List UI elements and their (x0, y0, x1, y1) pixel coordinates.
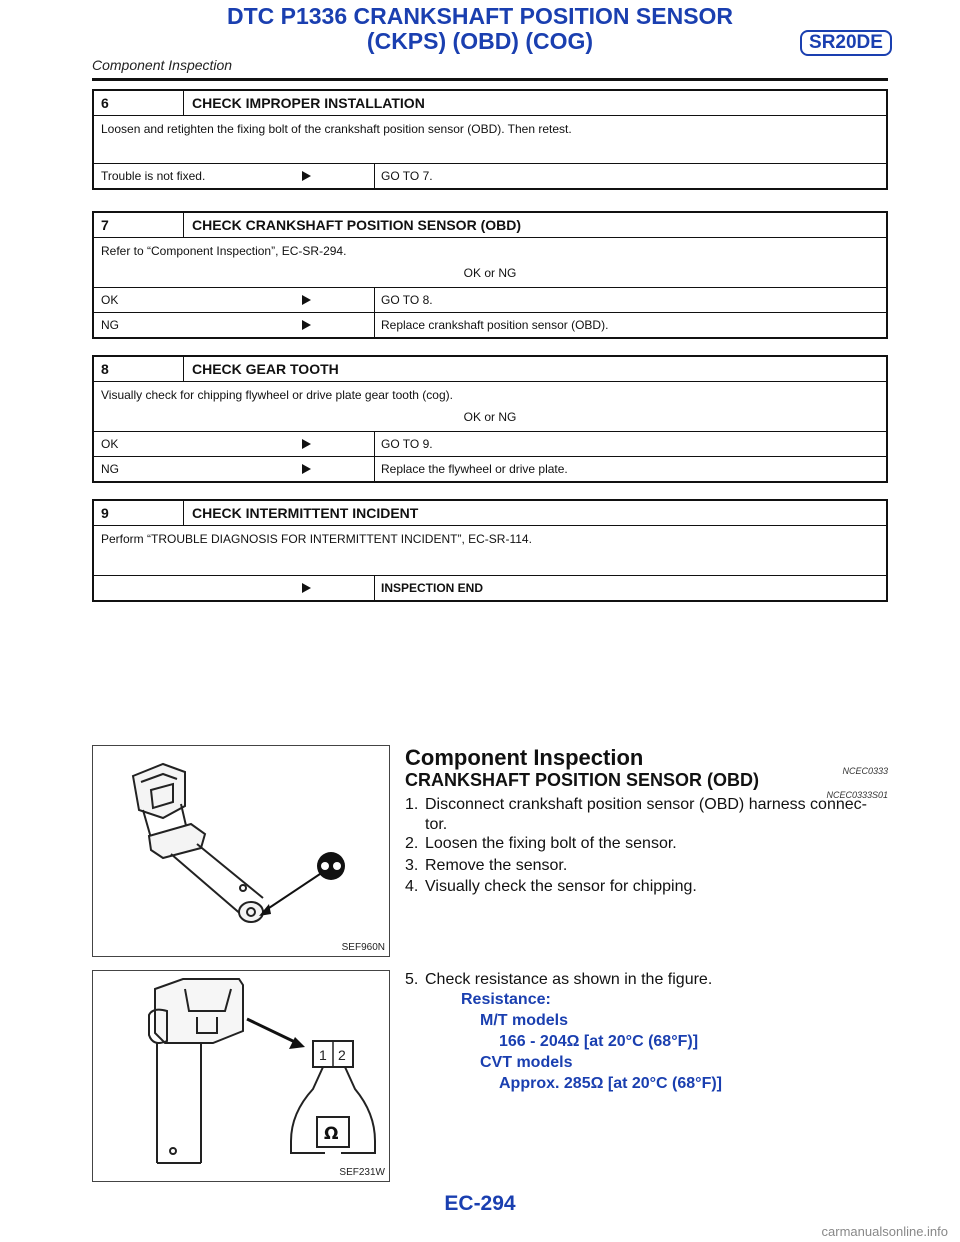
procedure-number: 5. (405, 971, 419, 988)
result-row (94, 576, 886, 600)
procedure-step-3 (405, 856, 895, 876)
step-description-text: Visually check for chipping flywheel or drive plate gear tooth (cog). (101, 388, 453, 402)
result-action: Replace crankshaft position sensor (OBD). (374, 313, 608, 337)
step-description-text: Perform “TROUBLE DIAGNOSIS FOR INTERMITTENT INCIDENT”, EC-SR-114. (101, 532, 532, 546)
step-description (94, 116, 886, 164)
result-action: GO TO 7. (374, 164, 433, 188)
arrow-right-icon (302, 320, 311, 330)
section-code: NCEC0333 (842, 766, 888, 776)
procedure-text: Loosen the fixing bolt of the sensor. (425, 835, 677, 852)
ohmmeter-illustration (93, 971, 389, 1181)
step-title: CHECK IMPROPER INSTALLATION (192, 95, 425, 111)
page-title-line1: DTC P1336 CRANKSHAFT POSITION SENSOR (226, 3, 734, 29)
terminal-2-label: 2 (338, 1047, 346, 1063)
step-9-box (92, 499, 888, 602)
procedure-text: Visually check the sensor for chipping. (425, 878, 697, 895)
subsection-code: NCEC0333S01 (826, 790, 888, 800)
result-row (94, 456, 886, 481)
procedure-number: 4. (405, 878, 419, 895)
arrow-right-icon (302, 171, 311, 181)
step-7-box (92, 211, 888, 339)
terminal-1-label: 1 (319, 1047, 327, 1063)
figure-label: SEF960N (341, 942, 385, 953)
procedure-number: 2. (405, 835, 419, 852)
step-number: 8 (101, 361, 109, 377)
ohm-symbol: Ω (324, 1124, 339, 1144)
watermark: carmanualsonline.info (821, 1224, 948, 1239)
step-title: CHECK GEAR TOOTH (192, 361, 339, 377)
procedure-text: Check resistance as shown in the figure. (425, 971, 713, 988)
step-title: CHECK CRANKSHAFT POSITION SENSOR (OBD) (192, 217, 522, 233)
step-title: CHECK INTERMITTENT INCIDENT (192, 505, 419, 521)
result-action: INSPECTION END (374, 576, 483, 600)
result-condition: Trouble is not fixed. (101, 169, 206, 183)
arrow-right-icon (302, 295, 311, 305)
procedure-number: 3. (405, 857, 419, 874)
sensor-illustration (93, 746, 389, 956)
result-action: GO TO 9. (374, 432, 433, 456)
page-subtitle: Component Inspection (92, 57, 233, 73)
step-description-text: Refer to “Component Inspection”, EC-SR-294. (101, 244, 347, 258)
step-number: 7 (101, 217, 109, 233)
step-description (94, 382, 886, 432)
result-condition: OK (101, 437, 119, 451)
result-row (94, 288, 886, 312)
procedure-text: Remove the sensor. (425, 857, 568, 874)
engine-badge: SR20DE (800, 30, 892, 56)
step-6-box (92, 89, 888, 190)
arrow-right-icon (302, 583, 311, 593)
step-description (94, 238, 886, 288)
step-description-text: Loosen and retighten the fixing bolt of the crankshaft position sensor (OBD). Then retest. (101, 122, 572, 136)
figure-resistance-check (92, 970, 390, 1182)
procedure-text: Disconnect crankshaft position sensor (OBD) harness connec- (425, 796, 867, 813)
step-header (94, 357, 886, 382)
procedure-number: 1. (405, 796, 419, 813)
procedure-step-2 (405, 834, 895, 854)
step-header (94, 213, 886, 238)
result-condition: NG (101, 318, 119, 332)
spec-label: Resistance: (461, 991, 551, 1008)
spec-cvt-value: Approx. 285Ω [at 20°C (68°F)] (499, 1075, 723, 1092)
section-subtitle: CRANKSHAFT POSITION SENSOR (OBD) (405, 770, 760, 790)
ok-or-ng-label: OK or NG (463, 410, 517, 424)
procedure-step-1 (405, 795, 895, 835)
result-action: Replace the flywheel or drive plate. (374, 457, 568, 481)
spec-mt-value: 166 - 204Ω [at 20°C (68°F)] (499, 1033, 699, 1050)
arrow-right-icon (302, 464, 311, 474)
procedure-step-4 (405, 877, 895, 897)
ok-or-ng-label: OK or NG (463, 266, 517, 280)
result-condition: OK (101, 293, 119, 307)
section-title: Component Inspection (405, 745, 644, 770)
arrow-right-icon (302, 439, 311, 449)
result-action: GO TO 8. (374, 288, 433, 312)
step-description (94, 526, 886, 576)
step-8-box (92, 355, 888, 483)
procedure-step-5 (405, 970, 895, 990)
spec-mt-label: M/T models (480, 1012, 569, 1029)
page-number: EC-294 (444, 1192, 516, 1215)
result-row (94, 164, 886, 188)
page-title-line2: (CKPS) (OBD) (COG) (366, 28, 594, 54)
header-rule (92, 78, 888, 81)
result-row (94, 312, 886, 337)
procedure-text-cont: tor. (425, 816, 448, 833)
figure-sensor-inspection (92, 745, 390, 957)
step-header (94, 91, 886, 116)
figure-label: SEF231W (339, 1167, 385, 1178)
step-header (94, 501, 886, 526)
step-number: 9 (101, 505, 109, 521)
step-number: 6 (101, 95, 109, 111)
result-condition: NG (101, 462, 119, 476)
spec-cvt-label: CVT models (480, 1054, 573, 1071)
result-row (94, 432, 886, 456)
